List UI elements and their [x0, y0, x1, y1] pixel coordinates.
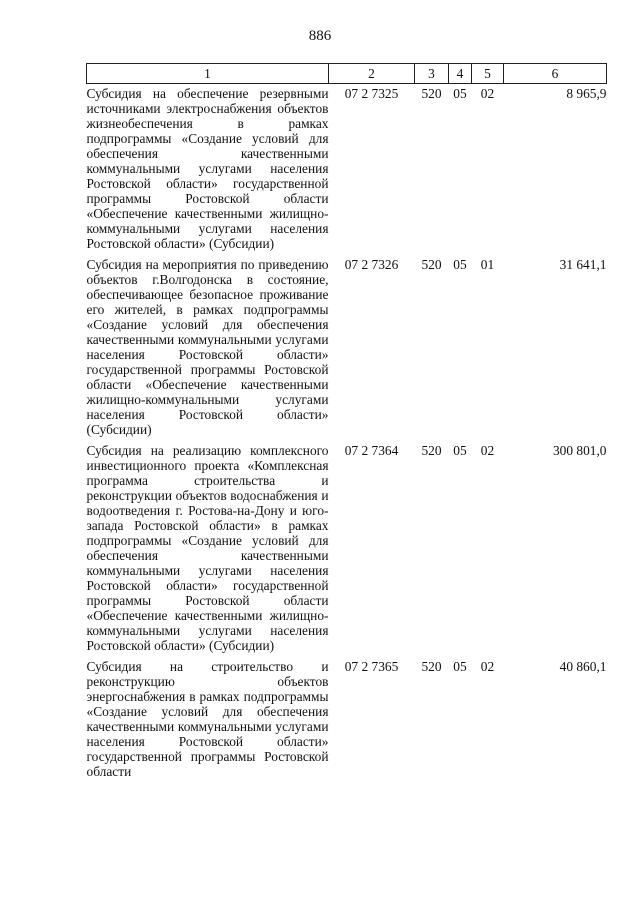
row-col-4: 05	[453, 659, 467, 674]
row-col-3: 520	[421, 443, 442, 458]
table-row	[87, 84, 607, 258]
row-col-5: 02	[480, 86, 495, 101]
header-col-4: 4	[449, 64, 472, 84]
row-col-5: 02	[480, 443, 495, 458]
row-code: 07 2 7326	[344, 257, 399, 272]
header-col-5: 5	[472, 64, 504, 84]
header-col-6: 6	[504, 64, 607, 84]
row-description: Субсидия на строительство и реконструкцию объектов энергоснабжения в рамках подпрограммы «Создание условий для обеспечения качественными коммунальными услугами населения Ростовской области» государственной программы Ростовской области	[86, 659, 329, 779]
header-col-1: 1	[87, 64, 329, 84]
row-col-3: 520	[421, 257, 442, 272]
row-amount: 300 801,0	[552, 443, 607, 458]
budget-table	[86, 63, 607, 785]
row-col-5: 01	[480, 257, 495, 272]
row-col-4: 05	[453, 257, 467, 272]
table-header-row	[87, 64, 607, 84]
row-description: Субсидия на мероприятия по приведению объектов г.Волгодонска в состояние, обеспечивающее безопасное проживание его жителей, в рамках подпрограммы «Создание условий для обеспечения качественными коммунальными услугами населения Ростовской области» государственной программы Ростовской области «Обеспечение качественными жилищно-коммунальными услугами населения Ростовской области» (Субсидии)	[86, 257, 329, 437]
row-col-3: 520	[421, 659, 442, 674]
table-row	[87, 659, 607, 785]
table-row	[87, 257, 607, 443]
row-description: Субсидия на обеспечение резервными источниками электроснабжения объектов жизнеобеспечения в рамках подпрограммы «Создание условий для обеспечения качественными коммунальными услугами населения Ростовской области» государственной программы Ростовской области «Обеспечение качественными жилищно-коммунальными услугами населения Ростовской области» (Субсидии)	[86, 86, 329, 251]
row-code: 07 2 7325	[344, 86, 399, 101]
row-col-3: 520	[421, 86, 442, 101]
row-col-4: 05	[453, 86, 467, 101]
page-number: 886	[308, 28, 332, 44]
table-row	[87, 443, 607, 659]
row-amount: 40 860,1	[559, 659, 607, 674]
row-code: 07 2 7364	[344, 443, 399, 458]
row-col-4: 05	[453, 443, 467, 458]
row-code: 07 2 7365	[344, 659, 399, 674]
header-col-3: 3	[415, 64, 449, 84]
row-description: Субсидия на реализацию комплексного инвестиционного проекта «Комплексная программа строительства и реконструкции объектов водоснабжения и водоотведения г. Ростова-на-Дону и юго-запада Ростовской области» в рамках подпрограммы «Создание условий для обеспечения качественными коммунальными услугами населения Ростовской области» государственной программы Ростовской области «Обеспечение качественными жилищно-коммунальными услугами населения Ростовской области» (Субсидии)	[86, 443, 329, 653]
row-amount: 8 965,9	[566, 86, 607, 101]
row-col-5: 02	[480, 659, 495, 674]
header-col-2: 2	[329, 64, 415, 84]
row-amount: 31 641,1	[559, 257, 607, 272]
